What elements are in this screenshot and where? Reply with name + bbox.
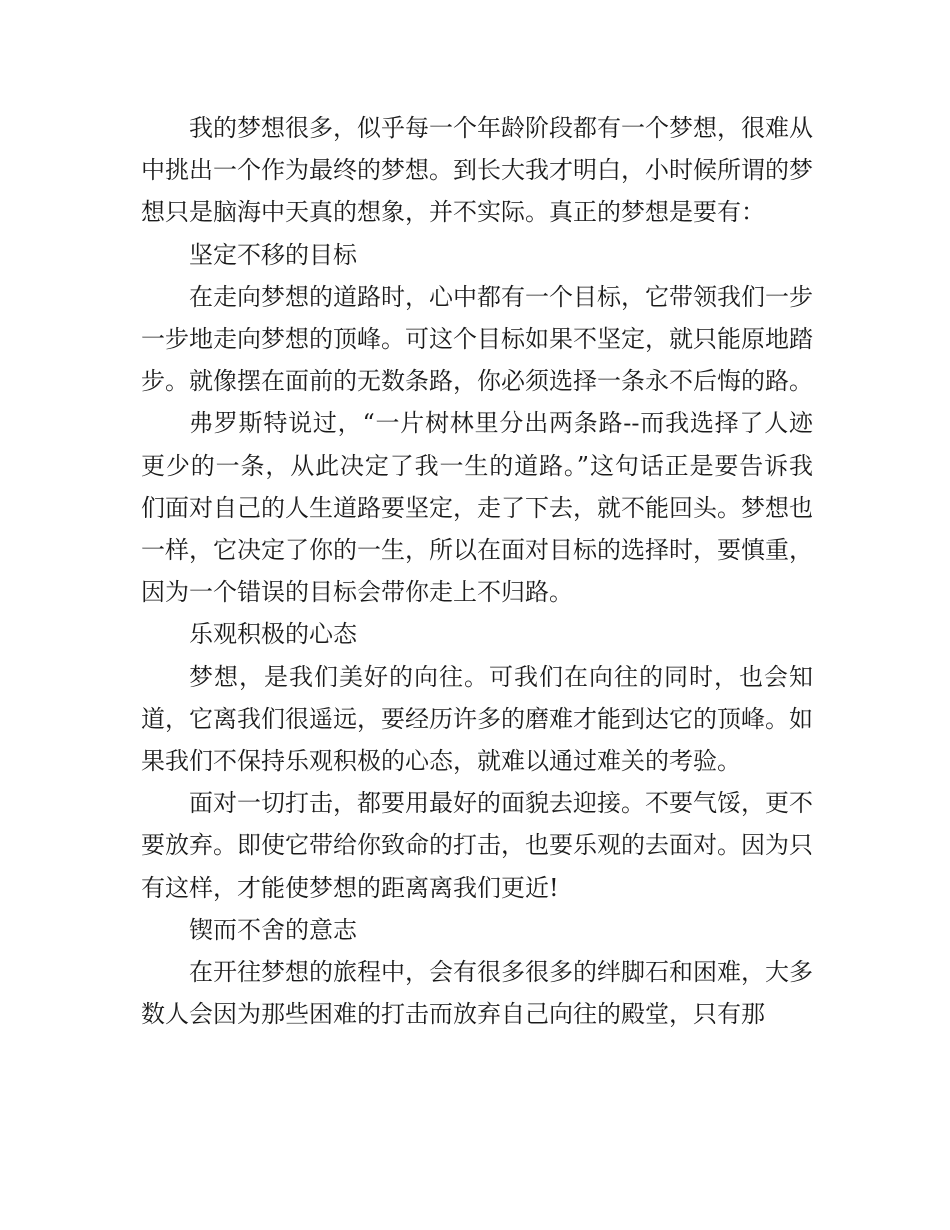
document-body — [141, 107, 813, 1035]
paragraph-frost-quote: 弗罗斯特说过，“一片树林里分出两条路--而我选择了人迹更少的一条，从此决定了我一生的道路。”这句话正是要告诉我们面对自己的人生道路要坚定，走了下去，就不能回头。梦想也一样，它决定了你的一生，所以在面对目标的选择时，要慎重，因为一个错误的目标会带你走上不归路。 — [141, 409, 813, 607]
paragraph-perseverance: 在开往梦想的旅程中，会有很多很多的绊脚石和困难，大多数人会因为那些困难的打击而放弃自己向往的殿堂，只有那 — [141, 958, 813, 1029]
section-heading-positive-attitude: 乐观积极的心态 — [189, 620, 357, 649]
paragraph-positive-attitude: 梦想，是我们美好的向往。可我们在向往的同时，也会知道，它离我们很遥远，要经历许多的磨难才能到达它的顶峰。如果我们不保持乐观积极的心态，就难以通过难关的考验。 — [141, 662, 813, 776]
paragraph-face-setbacks: 面对一切打击，都要用最好的面貌去迎接。不要气馁，更不要放弃。即使它带给你致命的打击，也要乐观的去面对。因为只有这样，才能使梦想的距离离我们更近! — [141, 789, 813, 902]
paragraph-intro: 我的梦想很多，似乎每一个年龄阶段都有一个梦想，很难从中挑出一个作为最终的梦想。到长大我才明白，小时候所谓的梦想只是脑海中天真的想象，并不实际。真正的梦想是要有： — [141, 114, 813, 227]
section-heading-firm-goal: 坚定不移的目标 — [189, 240, 357, 269]
section-heading-perseverance: 锲而不舍的意志 — [189, 915, 357, 944]
paragraph-goal-path: 在走向梦想的道路时，心中都有一个目标，它带领我们一步一步地走向梦想的顶峰。可这个目标如果不坚定，就只能原地踏步。就像摆在面前的无数条路，你必须选择一条永不后悔的路。 — [141, 282, 813, 396]
